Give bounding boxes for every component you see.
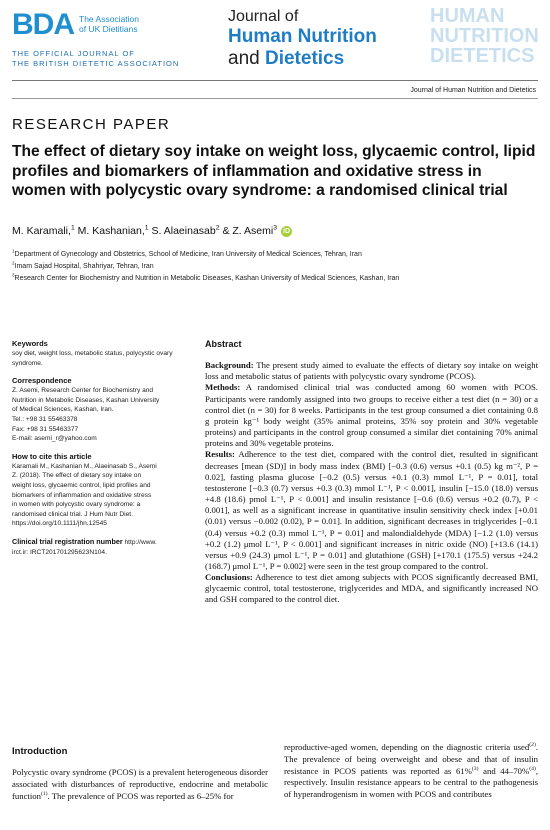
keywords-heading: Keywords <box>12 339 48 348</box>
citation-ref[interactable]: (1) <box>40 790 48 797</box>
author[interactable] <box>222 225 277 237</box>
author[interactable] <box>12 225 75 237</box>
orcid-icon[interactable]: iD <box>283 227 290 235</box>
body-text: . The prevalence of being overweight and obese and that of insulin resistance in PCOS patients was reported as 61% <box>284 742 538 776</box>
corr-email[interactable]: E-mail: asemi_r@yahoo.com <box>12 435 97 443</box>
background-text: The present study aimed to evaluate the effects of dietary soy intake on weight loss and metabolic status of patients with polycystic ovary syndrome (PCOS). <box>205 360 539 382</box>
corr-line: Fax: +98 31 55463377 <box>12 425 79 433</box>
results-text: Adherence to the test diet, compared with the control diet, resulted in significant decreases [mean (SD)] in body mass index (BMI) [−0.3 (0.6) versus +0.1 (0.5) kg m⁻², P = 0.02], fasting plasma glucose [−0.2 (0.5) versus +0.1 (0.3) mmol L⁻¹, P = 0.01], total testosterone [−0.3 (0.7) versus +0.3 (0.3) mmol L⁻¹, P < 0.001], insulin [−15.0 (18.0) versus +4.8 (18.6) pmol L⁻¹, P < 0.001] and insulin resistance [−0.6 (0.6) versus +0.2 (0.7), P < 0.001], as well as a significant increase in quantitative insulin sensitivity check index [+0.01 (0.01) versus −0.002 (0.02), P = 0.01]. In addition, significant decreases in triglycerides [−0.1 (0.4) versus +0.2 (0.3) mmol L⁻¹, P = 0.01] and malondialdehyde (MDA) [−1.2 (1.0) versus +0.2 (1.2) μmol L⁻¹, P < 0.001] and significant increases in nitric oxide (NO) [+13.6 (14.1) versus +0.9 (24.3) μmol L⁻¹, P = 0.01] and glutathione (GSH) [+170.1 (175.5) versus +24.2 (168.7) μmol L⁻¹, P = 0.002] were seen in the test group compared to the control. <box>205 449 538 571</box>
affil-text: Imam Sajad Hospital, Shahriyar, Tehran, Iran <box>14 263 154 270</box>
affil-text: Research Center for Biochemistry and Nutrition in Metabolic Diseases, Kashan University of Medical Sciences, Kashan, Iran <box>14 275 400 282</box>
author[interactable] <box>78 225 149 237</box>
body-text: , respectively. Insulin resistance appears to be central to the pathogenesis of hyperandrogenism in women with PCOS and contributes <box>284 765 539 800</box>
citation-ref[interactable]: (3) <box>471 765 479 772</box>
cite-line: Karamali M., Kashanian M., Alaeinasab S., Asemi <box>12 462 157 470</box>
journal-watermark <box>430 6 550 70</box>
methods-text: A randomised clinical trial was conducted among 60 women with PCOS. Participants were randomly assigned into two groups to receive either a test diet (n = 30) or a control diet (n = 30) for 8 weeks. Participants in the test group consumed a diet containing 0.8 g protein kg⁻¹ body weight (35% animal proteins, 35% soy protein and 30% vegetable proteins) and participants in the control group consumed a similar diet containing 70% animal proteins and 30% vegetable proteins. <box>205 382 538 449</box>
background-label: Background: <box>205 360 254 371</box>
cite-line: randomised clinical trial. J Hum Nutr Diet. <box>12 510 133 518</box>
results-label: Results: <box>205 449 235 460</box>
corr-line: Z. Asemi, Research Center for Biochemistry and <box>12 387 154 395</box>
cite-line: biomarkers of inflammation and oxidative stress <box>12 491 152 499</box>
trial-link-part1[interactable]: http://www. <box>124 538 157 546</box>
citation-heading: How to cite this article <box>12 451 92 461</box>
official-line2: THE BRITISH DIETETIC ASSOCIATION <box>12 59 180 68</box>
official-line1: THE OFFICIAL JOURNAL OF <box>12 49 135 58</box>
trial-link-part2[interactable]: irct.ir: IRCT201701295623N104. <box>12 548 107 556</box>
trial-heading: Clinical trial registration number <box>12 536 123 546</box>
bda-assoc-line2: of UK Dietitians <box>79 24 138 34</box>
corr-line: Nutrition in Metabolic Diseases, Kashan University <box>12 396 160 404</box>
abstract <box>205 339 538 606</box>
affiliation <box>12 261 538 273</box>
trial-registration-block <box>12 537 194 557</box>
author-name: M. Kashanian, <box>77 225 145 237</box>
citation-ref[interactable]: (2) <box>529 742 536 749</box>
corr-line: of Medical Sciences, Kashan, Iran. <box>12 406 114 414</box>
body-column-2 <box>284 742 538 801</box>
section-label: RESEARCH PAPER <box>12 116 171 133</box>
article-info-sidebar <box>12 339 194 565</box>
author-name: & Z. Asemi <box>222 225 274 237</box>
author-affil-sup: 2 <box>215 224 220 232</box>
doi-link[interactable]: https://doi.org/10.1111/jhn.12545 <box>12 520 107 528</box>
keywords-text: soy diet, weight loss, metabolic status, polycystic ovary syndrome. <box>12 350 173 367</box>
corr-line: Tel.: +98 31 55463378 <box>12 415 78 423</box>
correspondence-heading: Correspondence <box>12 376 72 386</box>
article-title: The effect of dietary soy intake on weight loss, glycaemic control, lipid profiles and biomarkers of inflammation and oxidative stress in women with polycystic ovary syndrome: a randomised clinical trial <box>12 143 536 199</box>
body-text: Polycystic ovary syndrome (PCOS) is a prevalent heterogeneous disorder associated with disturbances of reproductive, endocrine and metabolic function <box>12 767 268 801</box>
body-text: and 44–70% <box>478 765 530 776</box>
bda-logo <box>12 10 139 40</box>
cite-line: Z. (2018). The effect of dietary soy intake on <box>12 472 142 480</box>
citation-block <box>12 452 194 529</box>
affil-num: 1 <box>12 248 15 254</box>
journal-and: and <box>228 48 260 69</box>
abstract-heading: Abstract <box>205 339 242 349</box>
running-head-divider <box>12 98 538 99</box>
affil-num: 3 <box>12 272 15 278</box>
body-text: . The prevalence of PCOS was reported as 6–25% for <box>47 790 234 801</box>
journal-header <box>0 0 550 80</box>
watermark-line2: NUTRITION <box>430 25 539 47</box>
cite-line: in women with polycystic ovary syndrome: a <box>12 501 141 509</box>
introduction-heading: Introduction <box>12 746 68 757</box>
author-affil-sup: 3 <box>273 224 277 232</box>
conclusions-text: Adherence to test diet among subjects with PCOS significantly decreased BMI, glycaemic control, total testosterone, triglycerides and MDA, and significantly increased NO and GSH compared to the control diet. <box>205 572 538 605</box>
running-head: Journal of Human Nutrition and Dietetics <box>410 87 536 94</box>
bda-association <box>79 14 139 34</box>
bda-mark: BDA <box>12 8 74 41</box>
author-list <box>12 225 292 237</box>
keywords-block <box>12 339 194 368</box>
conclusions-label: Conclusions: <box>205 572 253 583</box>
affil-text: Department of Gynecology and Obstetrics, School of Medicine, Iran University of Medical Sciences, Tehran, Iran <box>14 251 362 258</box>
journal-dietetics: Dietetics <box>264 48 345 69</box>
correspondence-block <box>12 376 194 444</box>
header-divider <box>12 80 538 81</box>
abstract-results <box>205 449 538 572</box>
affiliations <box>12 249 538 285</box>
journal-title-line2: Human Nutrition <box>228 26 377 47</box>
watermark-line3: DIETETICS <box>430 45 535 67</box>
journal-title-line3 <box>228 48 377 70</box>
abstract-methods <box>205 382 538 449</box>
watermark-line1: HUMAN <box>430 6 505 27</box>
abstract-conclusions <box>205 572 538 605</box>
affil-num: 2 <box>12 260 15 266</box>
body-column-1 <box>12 767 268 802</box>
citation-ref[interactable]: (4) <box>529 765 536 772</box>
abstract-background <box>205 360 538 382</box>
affiliation <box>12 249 538 261</box>
official-journal-text <box>12 49 179 69</box>
author-affil-sup: 1 <box>144 224 149 232</box>
author-name: S. Alaeinasab <box>151 225 216 237</box>
journal-title <box>228 8 377 70</box>
author-affil-sup: 1 <box>70 224 75 232</box>
author[interactable] <box>152 225 220 237</box>
journal-title-line1: Journal of <box>228 8 299 25</box>
author-name: M. Karamali, <box>12 225 71 237</box>
methods-label: Methods: <box>205 382 241 393</box>
bda-assoc-line1: The Association <box>79 14 140 24</box>
body-text: reproductive-aged women, depending on the diagnostic criteria used <box>284 742 530 752</box>
cite-line: weight loss, glycaemic control, lipid profiles and <box>12 481 151 489</box>
affiliation <box>12 273 538 285</box>
